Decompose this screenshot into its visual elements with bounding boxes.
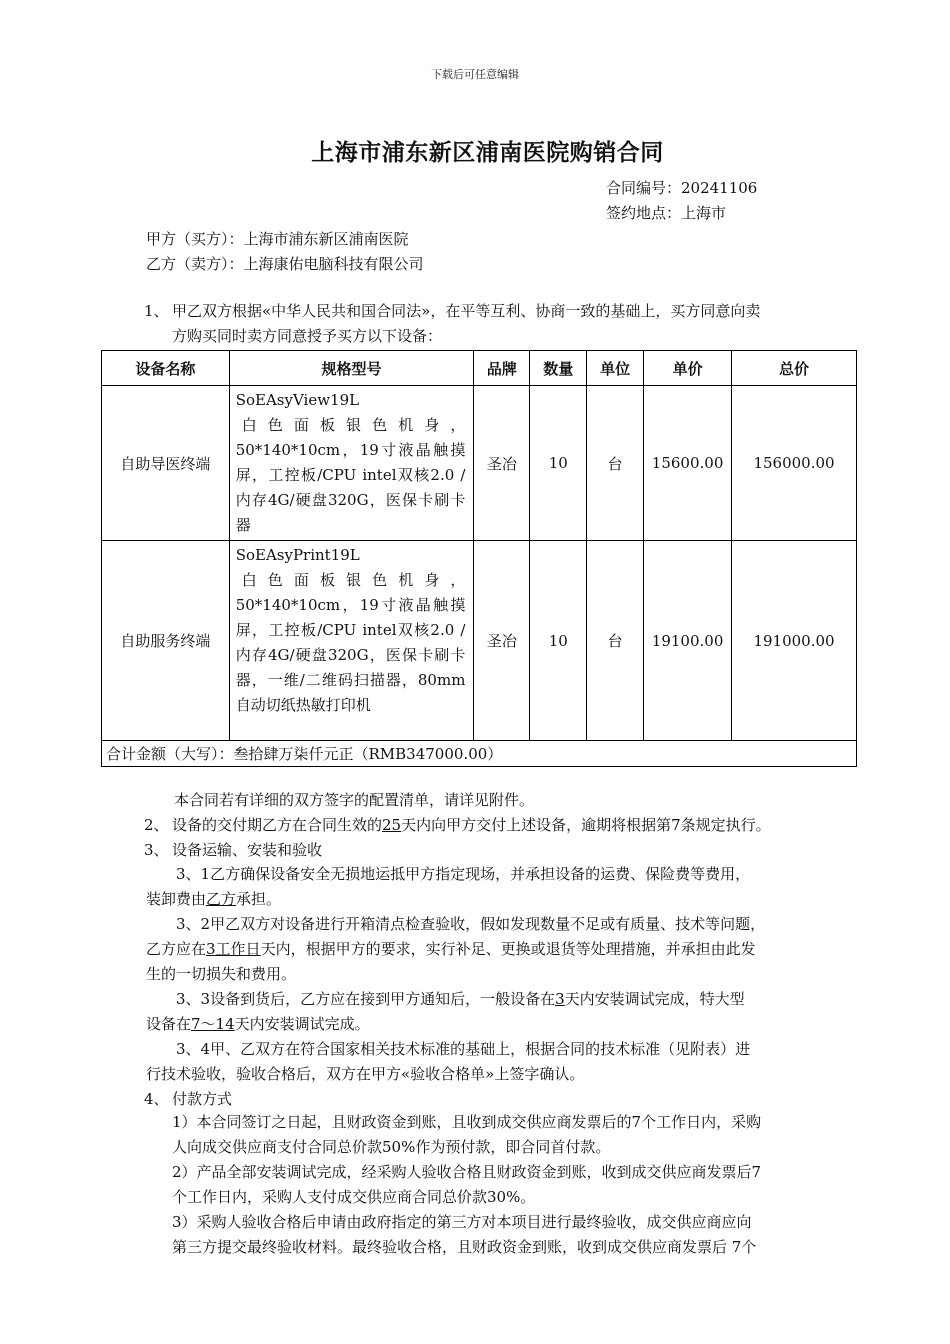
clause-text: 设备在 [146, 1015, 192, 1033]
clause-text: 人向成交供应商支付合同总价款50%作为预付款，即合同首付款。 [172, 1138, 611, 1156]
clause-3-3 [146, 987, 840, 1037]
clause-number: 1、 [144, 302, 169, 320]
clause-title: 设备运输、安装和验收 [172, 841, 323, 859]
clause-text: 3、2甲乙双方对设备进行开箱清点检查验收，假如发现数量不足或有质量、技术等问题， [176, 915, 766, 933]
clause-text: 承担。 [236, 890, 282, 908]
brand: 圣冶 [474, 386, 530, 541]
clause-text: 乙方应在 [146, 940, 207, 958]
clause-3-4 [146, 1037, 840, 1087]
clause-text: 2）产品全部安装调试完成，经采购人验收合格且财政资金到账，收到成交供应商发票后7 [172, 1163, 762, 1181]
payment-item-2 [172, 1160, 840, 1210]
clause-text: 第三方提交最终验收材料。最终验收合格，且财政资金到账，收到成交供应商发票后 7个 [172, 1238, 757, 1256]
clause-title: 付款方式 [172, 1090, 233, 1108]
unit-price: 19100.00 [644, 541, 732, 741]
total-price: 156000.00 [732, 386, 857, 541]
clause-text: 3、3设备到货后，乙方应在接到甲方通知后，一般设备在 [176, 990, 556, 1008]
clause-4-title [144, 1087, 840, 1112]
party-a: 甲方（买方）：上海市浦东新区浦南医院 [146, 230, 409, 248]
clause-text: 行技术验收，验收合格后，双方在甲方«验收合格单»上签字确认。 [146, 1065, 585, 1083]
clause-number: 3、 [144, 841, 169, 859]
total-amount: 合计金额（大写）：叁拾肆万柒仟元正（RMB347000.00） [102, 741, 857, 767]
equipment-table [101, 350, 857, 767]
table-row [102, 386, 857, 541]
header-cell: 总价 [732, 351, 857, 386]
clause-2 [144, 813, 840, 838]
device-name: 自助导医终端 [102, 386, 230, 541]
contract-title: 上海市浦东新区浦南医院购销合同 [311, 140, 664, 166]
header-cell: 数量 [530, 351, 587, 386]
clause-text: 方购买同时卖方同意授予买方以下设备： [172, 327, 443, 345]
unit: 台 [587, 541, 644, 741]
payment-item-1 [172, 1110, 840, 1160]
large-install-days: 7～14 [191, 1015, 235, 1033]
quantity: 10 [530, 541, 587, 741]
spec-cell [229, 386, 474, 541]
attachment-note: 本合同若有详细的双方签字的配置清单，请详见附件。 [174, 791, 535, 809]
clause-text: 天内安装调试完成，特大型 [564, 990, 745, 1008]
response-days: 3工作日 [206, 940, 261, 958]
clause-text: 甲乙双方根据«中华人民共和国合同法»，在平等互利、协商一致的基础上，买方同意向卖 [172, 302, 761, 320]
clause-text: 设备的交付期乙方在合同生效的 [172, 816, 383, 834]
clause-number: 2、 [144, 816, 169, 834]
unit: 台 [587, 386, 644, 541]
clause-text: 3、4甲、乙双方在符合国家相关技术标准的基础上，根据合同的技术标准（见附表）进 [176, 1040, 751, 1058]
clause-text: 天内，根据甲方的要求，实行补足、更换或退货等处理措施，并承担由此发 [260, 940, 756, 958]
clause-text: 生的一切损失和费用。 [146, 965, 297, 983]
header-cell: 规格型号 [229, 351, 474, 386]
header-cell: 设备名称 [102, 351, 230, 386]
install-days: 3 [555, 990, 565, 1008]
spec-description: 白色面板银色机身，50*140*10cm，19寸液晶触摸屏，工控板/CPU intel双核2.0 /内存4G/硬盘320G，医保卡刷卡器，一维/二维码扫描器，80mm自动切纸热敏打印机 [235, 571, 466, 714]
delivery-days: 25 [382, 816, 402, 834]
party-b: 乙方（卖方）：上海康佑电脑科技有限公司 [146, 255, 424, 273]
clause-text: 1）本合同签订之日起，且财政资金到账，且收到成交供应商发票后的7个工作日内，采购 [172, 1113, 762, 1131]
clause-number: 4、 [144, 1090, 169, 1108]
device-name: 自助服务终端 [102, 541, 230, 741]
table-header-row [102, 351, 857, 386]
header-cell: 品牌 [474, 351, 530, 386]
spec-model: SoEAsyView19L [235, 391, 360, 409]
spec-model: SoEAsyPrint19L [235, 546, 360, 564]
contract-number: 合同编号：20241106 [606, 179, 758, 197]
responsible-party: 乙方 [206, 890, 237, 908]
table-sum-row [102, 741, 857, 767]
payment-item-3 [172, 1210, 840, 1260]
header-cell: 单价 [644, 351, 732, 386]
clause-text: 天内向甲方交付上述设备，逾期将根据第7条规定执行。 [401, 816, 771, 834]
clause-3-2 [146, 912, 840, 987]
clause-text: 3、1乙方确保设备安全无损地运抵甲方指定现场，并承担设备的运费、保险费等费用， [176, 865, 751, 883]
clause-text: 个工作日内，采购人支付成交供应商合同总价款30%。 [172, 1188, 536, 1206]
clause-text: 装卸费由 [146, 890, 207, 908]
brand: 圣冶 [474, 541, 530, 741]
clause-text: 天内安装调试完成。 [234, 1015, 370, 1033]
total-price: 191000.00 [732, 541, 857, 741]
header-note: 下载后可任意编辑 [431, 68, 519, 81]
unit-price: 15600.00 [644, 386, 732, 541]
spec-cell [229, 541, 474, 741]
table-row [102, 541, 857, 741]
clause-text: 3）采购人验收合格后申请由政府指定的第三方对本项目进行最终验收，成交供应商应向 [172, 1213, 752, 1231]
header-cell: 单位 [587, 351, 644, 386]
quantity: 10 [530, 386, 587, 541]
spec-description: 白色面板银色机身，50*140*10cm，19寸液晶触摸屏，工控板/CPU intel双核2.0 /内存4G/硬盘320G，医保卡刷卡器 [235, 416, 466, 534]
clause-3-1 [146, 862, 840, 912]
sign-place: 签约地点：上海市 [606, 204, 727, 222]
clause-1 [144, 299, 840, 349]
clause-3-title [144, 838, 840, 863]
